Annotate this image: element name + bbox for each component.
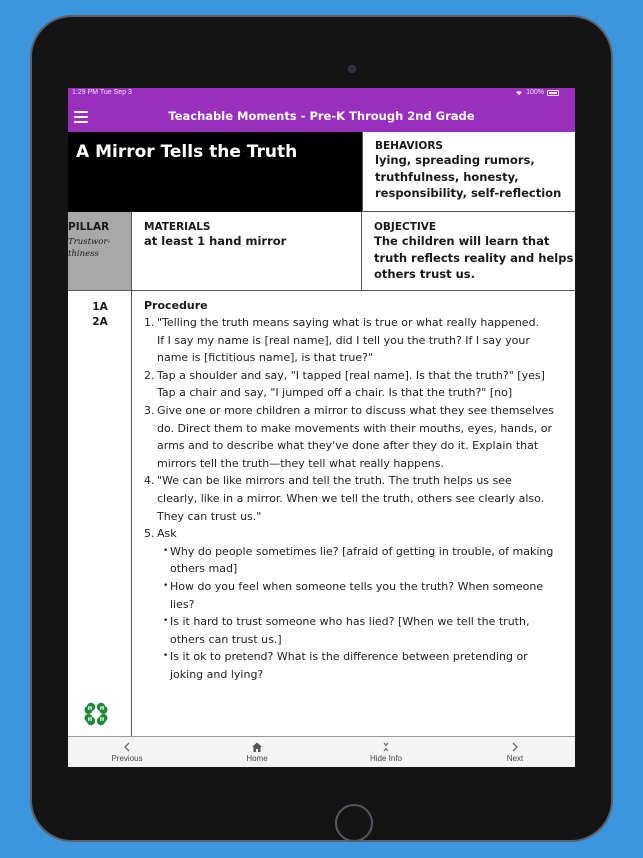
question-line: • Is it hard to trust someone who has lied? [When we tell the truth, [170, 615, 530, 629]
behaviors-line: truthfulness, honesty, [375, 169, 519, 184]
objective-cell [362, 212, 575, 290]
chevron-left-icon [123, 741, 131, 753]
step-line: Tap a chair and say, "I jumped off a chair. Is that the truth?" [no] [157, 386, 513, 400]
step-line: "We can be like mirrors and tell the truth. The truth helps us see [157, 474, 512, 488]
step-line: Tap a shoulder and say, "I tapped [real name]. Is that the truth?" [yes] [157, 368, 545, 382]
objective-line: The children will learn that [374, 234, 550, 248]
ask-questions [163, 543, 575, 684]
step-line: mirrors tell the truth—they tell what really happens. [157, 456, 445, 470]
objective-line: others trust us. [374, 267, 476, 281]
procedure-step [144, 402, 575, 472]
procedure-step [144, 367, 575, 402]
procedure-row [68, 291, 575, 736]
procedure-step [144, 314, 575, 367]
lesson-card [68, 132, 575, 736]
tab-label: Previous [111, 754, 143, 763]
pillar-line: Trustwor- [68, 237, 111, 247]
lesson-title: A Mirror Tells the Truth [76, 142, 298, 162]
procedure-steps [144, 314, 575, 683]
step-number: 2. [144, 368, 155, 382]
step-line: Give one or more children a mirror to discuss what they see themselves [157, 403, 555, 417]
bottom-tab-bar [68, 736, 575, 767]
materials-label: MATERIALS [144, 221, 211, 233]
svg-text:H: H [99, 717, 105, 723]
materials-value: at least 1 hand mirror [144, 234, 287, 248]
question-line: lies? [170, 597, 195, 611]
question-line: joking and lying? [170, 667, 264, 681]
status-bar [68, 88, 575, 102]
pillar-line: thiness [68, 249, 99, 259]
battery-percent: 100% [526, 89, 544, 96]
tab-label: Home [246, 754, 268, 763]
lesson-header-row [68, 132, 575, 212]
lesson-info-row [68, 212, 575, 291]
tab-next[interactable] [465, 737, 565, 767]
ask-question [163, 543, 575, 578]
procedure-cell [132, 291, 575, 736]
lesson-title-cell [68, 132, 362, 212]
pillar-cell [68, 212, 132, 290]
behaviors-line: lying, spreading rumors, [375, 153, 535, 167]
step-line: If I say my name is [real name], did I tell you the truth? If I say your [157, 333, 530, 347]
pillar-value [68, 236, 128, 260]
svg-text:H: H [87, 706, 93, 712]
nav-title: Teachable Moments - Pre-K Through 2nd Grade [168, 109, 475, 123]
question-line: • How do you feel when someone tells you the truth? When someone [170, 579, 544, 593]
step-line: clearly, like in a mirror. When we tell the truth, others see clearly also. [157, 491, 545, 505]
question-line: others can trust us.] [170, 632, 282, 646]
ask-label: Ask [157, 527, 177, 541]
step-number: 3. [144, 403, 155, 417]
code-badge: 1A [92, 301, 108, 313]
tab-label: Next [506, 754, 524, 763]
behaviors-line: responsibility, self-reflection [375, 186, 562, 200]
question-line: • Why do people sometimes lie? [afraid of getting in trouble, of making [170, 544, 554, 558]
4h-clover-icon [82, 700, 110, 728]
step-line: name is [fictitious name], is that true?" [157, 351, 373, 365]
camera [348, 65, 356, 73]
step-number: 1. [144, 316, 155, 329]
svg-text:H: H [99, 706, 105, 712]
wifi-icon [515, 90, 523, 96]
behaviors-cell [362, 132, 575, 212]
materials-cell [132, 212, 362, 290]
app-screen [68, 88, 575, 767]
question-line: • Is it ok to pretend? What is the difference between pretending or [170, 650, 528, 664]
procedure-title: Procedure [144, 299, 208, 312]
step-number: 4. [144, 474, 155, 488]
step-line: do. Direct them to make movements with their mouths, eyes, hands, or [157, 421, 552, 435]
ask-question [163, 578, 575, 613]
code-badge: 2A [92, 316, 108, 328]
tab-hide-info[interactable] [336, 737, 436, 767]
objective-label: OBJECTIVE [374, 221, 437, 233]
procedure-step [144, 472, 575, 525]
codes-cell [68, 291, 132, 736]
collapse-icon [382, 741, 390, 753]
tab-previous[interactable] [77, 737, 177, 767]
tab-home[interactable] [207, 737, 307, 767]
step-line: arms and to describe what they've done after they do it. Explain that [157, 439, 539, 453]
step-line: "Telling the truth means saying what is true or what really happened. [157, 316, 540, 329]
question-line: others mad] [170, 562, 238, 576]
tab-label: Hide Info [369, 754, 403, 763]
nav-bar [68, 102, 575, 132]
home-hardware-button[interactable] [335, 804, 373, 842]
pillar-label: PILLAR [68, 221, 110, 233]
procedure-step [144, 525, 575, 683]
ask-question [163, 648, 575, 683]
step-number: 5. [144, 527, 155, 541]
codes-list [68, 300, 132, 330]
objective-line: truth reflects reality and helps [374, 250, 574, 265]
chevron-right-icon [511, 741, 519, 753]
status-indicators [515, 89, 559, 96]
step-line: They can trust us." [157, 509, 262, 523]
ask-question [163, 613, 575, 648]
behaviors-label: BEHAVIORS [375, 140, 443, 152]
status-time: 1:29 PM Tue Sep 3 [72, 89, 132, 96]
home-icon [251, 741, 263, 753]
battery-icon [547, 90, 559, 96]
svg-text:H: H [87, 717, 93, 723]
